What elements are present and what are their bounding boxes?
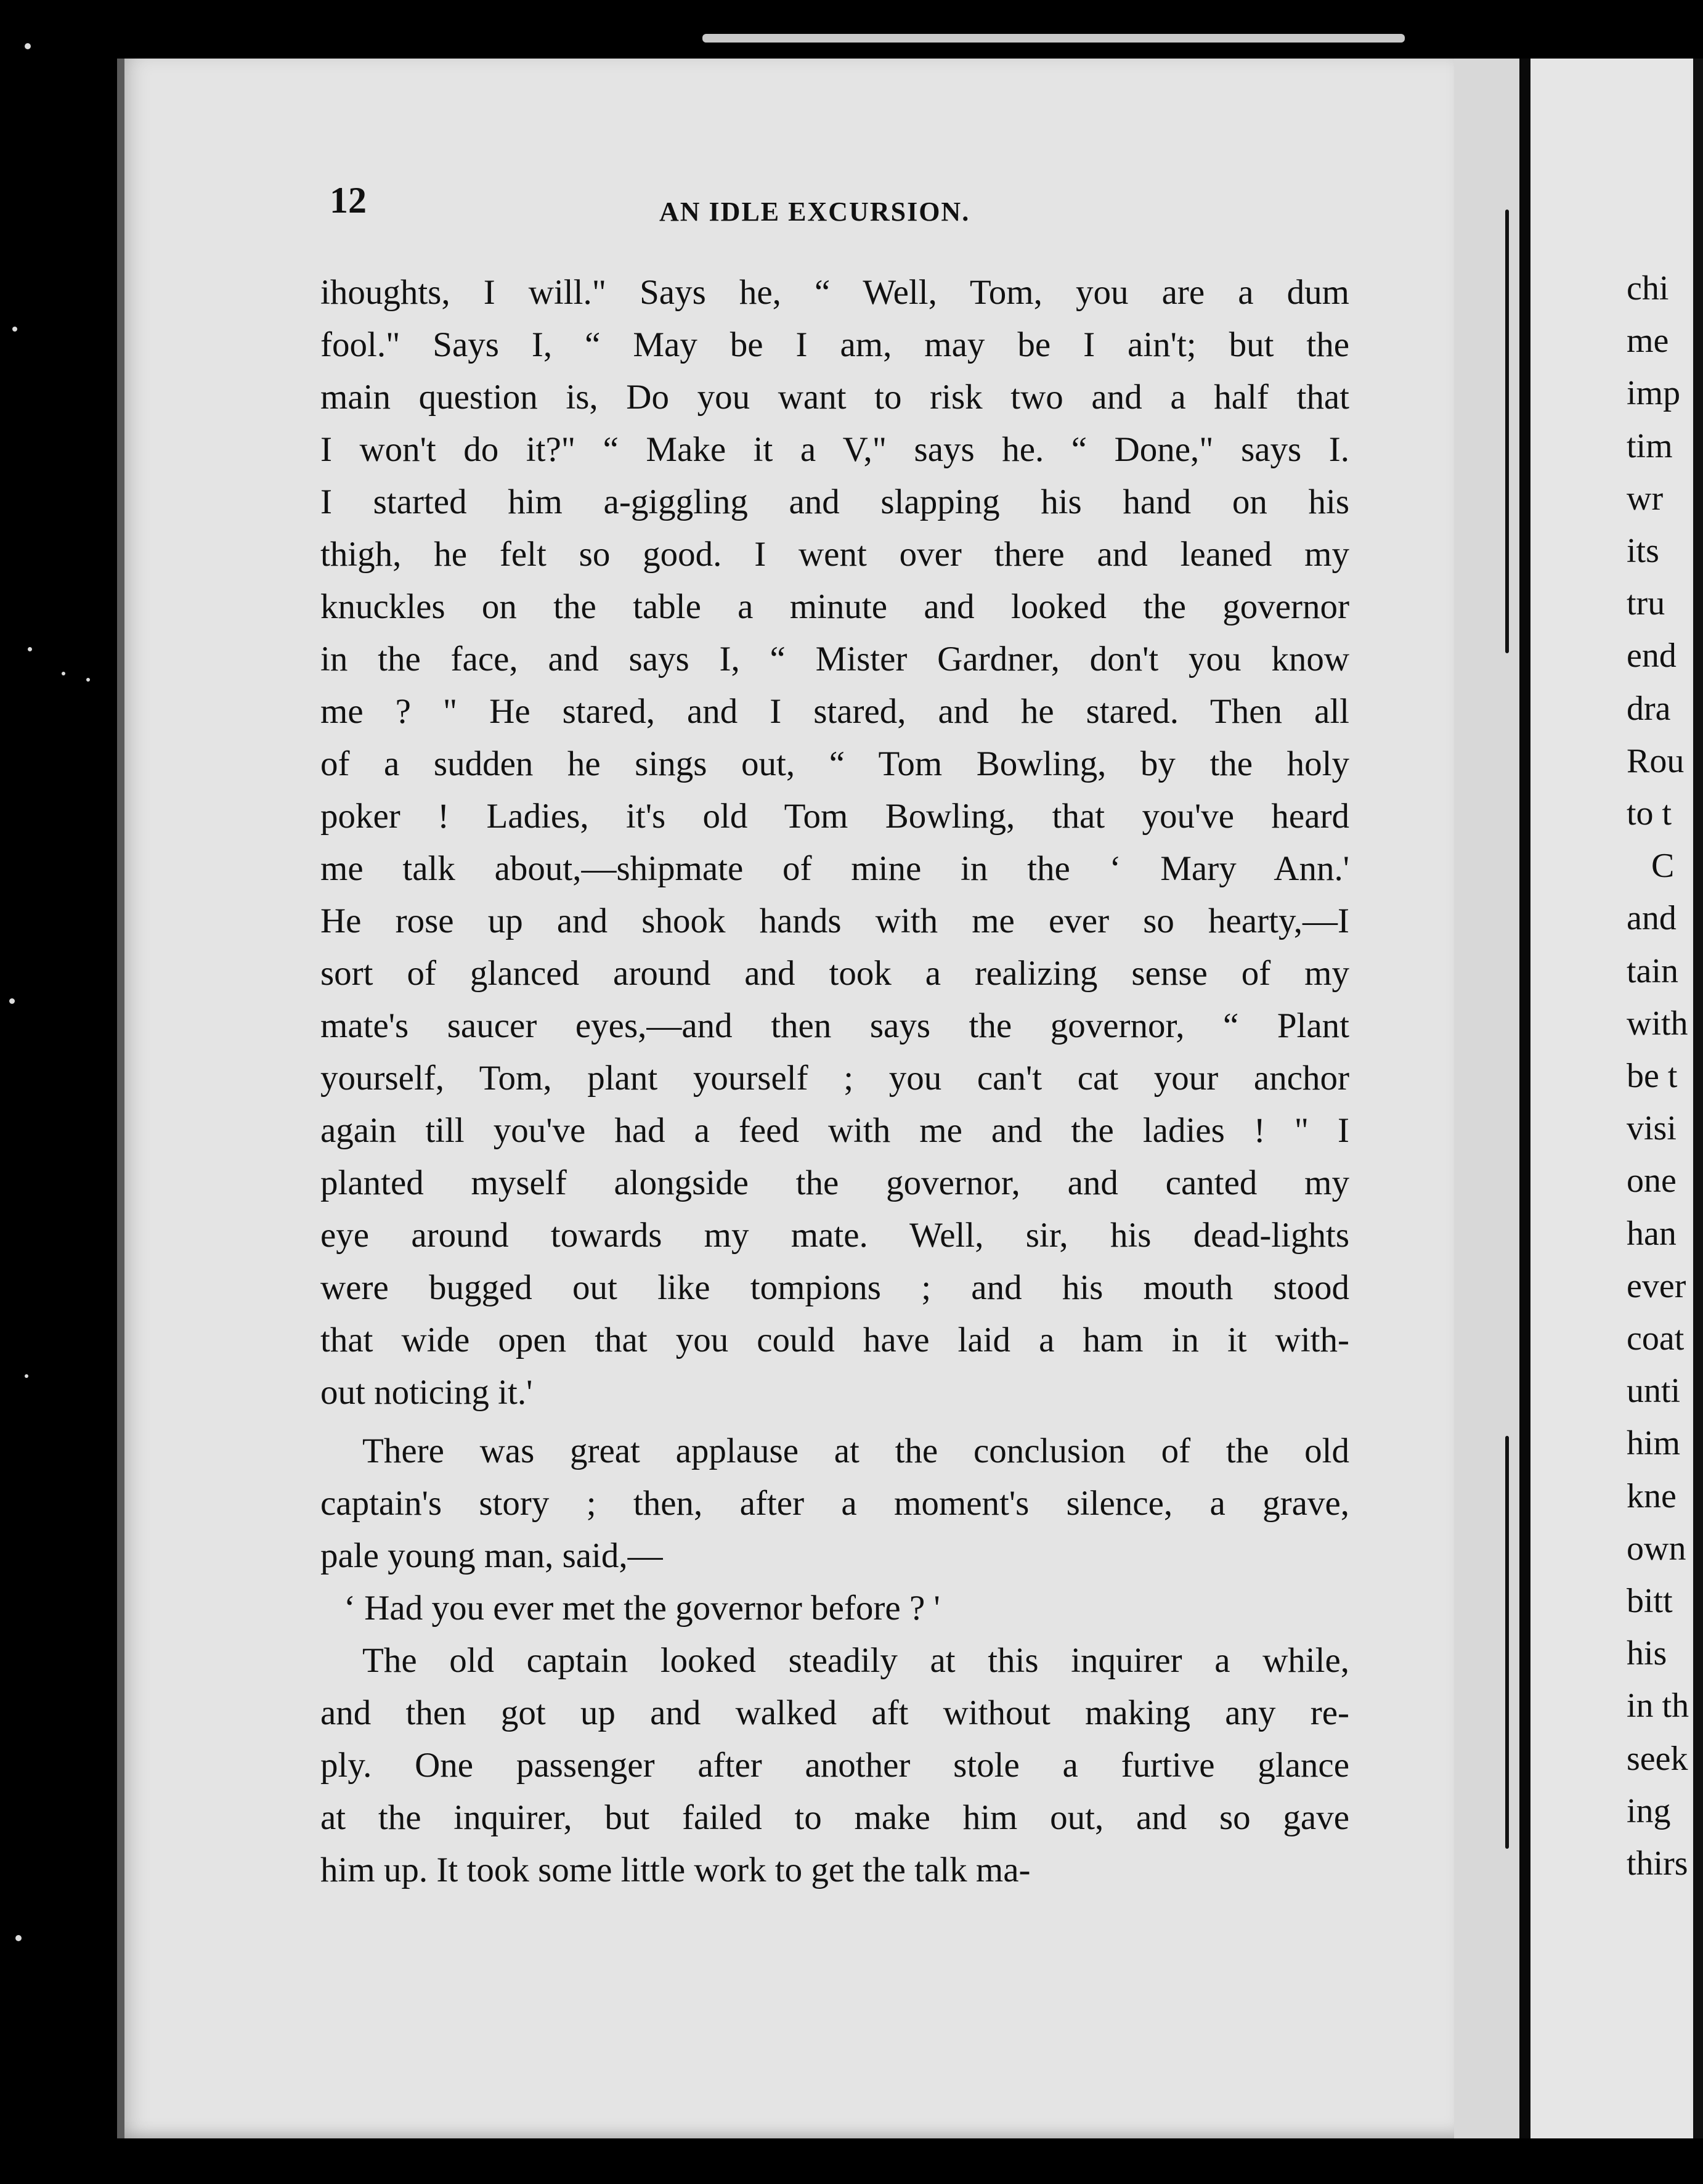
- text-line: in the face, and says I, “ Mister Gardner, don't you know: [320, 640, 1349, 678]
- scan-dust-speck: [15, 1935, 22, 1941]
- facing-line-fragment: imp: [1627, 374, 1681, 413]
- facing-line-fragment: and: [1627, 899, 1677, 938]
- facing-line-fragment: chi: [1627, 269, 1669, 308]
- facing-line-fragment: visi: [1627, 1109, 1677, 1148]
- facing-line-fragment: tain: [1627, 951, 1678, 990]
- facing-line-fragment: kne: [1627, 1477, 1677, 1515]
- text-line: me ? " He stared, and I stared, and he stared. Then all: [320, 692, 1349, 731]
- page-body-text: [320, 266, 1349, 1896]
- facing-line-fragment: coat: [1627, 1319, 1685, 1358]
- facing-line-fragment: han: [1627, 1214, 1677, 1253]
- facing-page: [1530, 59, 1703, 2138]
- facing-line-fragment: to t: [1627, 794, 1672, 833]
- book-gutter: [1454, 59, 1528, 2138]
- facing-line-fragment: unti: [1627, 1372, 1681, 1411]
- facing-line-fragment: be t: [1627, 1057, 1678, 1095]
- text-line: were bugged out like tompions ; and his mouth stood: [320, 1268, 1349, 1307]
- text-line: again till you've had a feed with me and the ladies ! " I: [320, 1111, 1349, 1150]
- facing-line-fragment: its: [1627, 532, 1659, 570]
- text-line: out noticing it.': [320, 1373, 533, 1412]
- text-line: I won't do it?" “ Make it a V," says he. “ Done," says I.: [320, 430, 1349, 469]
- text-line: that wide open that you could have laid a ham in it with-: [320, 1321, 1349, 1359]
- scan-dust-speck: [28, 647, 32, 651]
- text-line: and then got up and walked aft without making any re-: [320, 1693, 1349, 1732]
- text-line: thigh, he felt so good. I went over there and leaned my: [320, 535, 1349, 574]
- text-line: main question is, Do you want to risk two and a half that: [320, 378, 1349, 417]
- text-line: sort of glanced around and took a realizing sense of my: [320, 954, 1349, 993]
- text-line: poker ! Ladies, it's old Tom Bowling, that you've heard: [320, 797, 1349, 836]
- paragraph-reply: [320, 1634, 1349, 1896]
- facing-line-fragment: ever: [1627, 1266, 1686, 1305]
- facing-line-fragment: tim: [1627, 426, 1673, 465]
- text-line: mate's saucer eyes,—and then says the governor, “ Plant: [320, 1006, 1349, 1045]
- binding-thread-lower: [1505, 1436, 1509, 1849]
- scan-dust-speck: [86, 678, 90, 682]
- facing-line-fragment: Rou: [1627, 741, 1685, 780]
- text-line: ply. One passenger after another stole a furtive glance: [320, 1746, 1349, 1785]
- text-line: I started him a-giggling and slapping his hand on his: [320, 483, 1349, 521]
- text-line: him up. It took some little work to get the talk ma-: [320, 1851, 1031, 1889]
- text-line: There was great applause at the conclusion of the old: [362, 1432, 1349, 1470]
- scan-dust-speck: [25, 1374, 28, 1378]
- text-line: pale young man, said,—: [320, 1536, 663, 1575]
- facing-line-fragment: dra: [1627, 689, 1671, 728]
- scan-dust-speck: [12, 327, 17, 332]
- text-line: fool." Says I, “ May be I am, may be I ain't; but the: [320, 325, 1349, 364]
- facing-line-fragment: in th: [1627, 1687, 1689, 1726]
- left-page-edge: [117, 59, 124, 2138]
- text-line: planted myself alongside the governor, and canted my: [320, 1163, 1349, 1202]
- page-number: 12: [330, 180, 367, 221]
- facing-line-fragment: his: [1627, 1634, 1667, 1673]
- facing-page-edge: [1693, 59, 1703, 2138]
- text-line: at the inquirer, but failed to make him out, and so gave: [320, 1798, 1349, 1837]
- gutter-shadow: [1519, 59, 1530, 2138]
- binding-thread-upper: [1505, 210, 1509, 653]
- text-line: captain's story ; then, after a moment's silence, a grave,: [320, 1484, 1349, 1523]
- text-line: eye around towards my mate. Well, sir, his dead-lights: [320, 1216, 1349, 1255]
- text-line: of a sudden he sings out, “ Tom Bowling, by the holy: [320, 744, 1349, 783]
- top-edge-band: [702, 34, 1405, 43]
- facing-line-fragment: thirs: [1627, 1844, 1688, 1883]
- facing-line-fragment: end: [1627, 637, 1677, 675]
- paragraph-question: [320, 1582, 1349, 1634]
- facing-line-fragment: with: [1627, 1004, 1688, 1043]
- paragraph-continued: [320, 266, 1349, 1419]
- scan-dust-speck: [9, 998, 15, 1004]
- scan-dust-speck: [25, 43, 31, 49]
- facing-line-fragment: one: [1627, 1162, 1677, 1200]
- facing-line-fragment: C: [1651, 847, 1675, 886]
- text-line: ihoughts, I will." Says he, “ Well, Tom, you are a dum: [320, 273, 1349, 312]
- text-line: me talk about,—shipmate of mine in the ‘ Mary Ann.': [320, 849, 1349, 888]
- facing-line-fragment: ing: [1627, 1791, 1671, 1830]
- text-line: He rose up and shook hands with me ever so hearty,—I: [320, 902, 1349, 940]
- text-line: The old captain looked steadily at this inquirer a while,: [362, 1641, 1349, 1680]
- text-line: knuckles on the table a minute and looked the governor: [320, 587, 1349, 626]
- facing-line-fragment: bitt: [1627, 1582, 1673, 1620]
- facing-line-fragment: him: [1627, 1424, 1681, 1463]
- text-line: yourself, Tom, plant yourself ; you can't cat your anchor: [320, 1059, 1349, 1098]
- text-line: ‘ Had you ever met the governor before ? ': [344, 1589, 940, 1628]
- facing-line-fragment: tru: [1627, 584, 1665, 623]
- facing-line-fragment: wr: [1627, 479, 1664, 518]
- paragraph-applause: [320, 1425, 1349, 1582]
- facing-line-fragment: own: [1627, 1529, 1686, 1568]
- scan-dust-speck: [62, 672, 65, 675]
- facing-line-fragment: me: [1627, 322, 1669, 361]
- running-head: AN IDLE EXCURSION.: [659, 197, 970, 227]
- facing-line-fragment: seek: [1627, 1739, 1688, 1778]
